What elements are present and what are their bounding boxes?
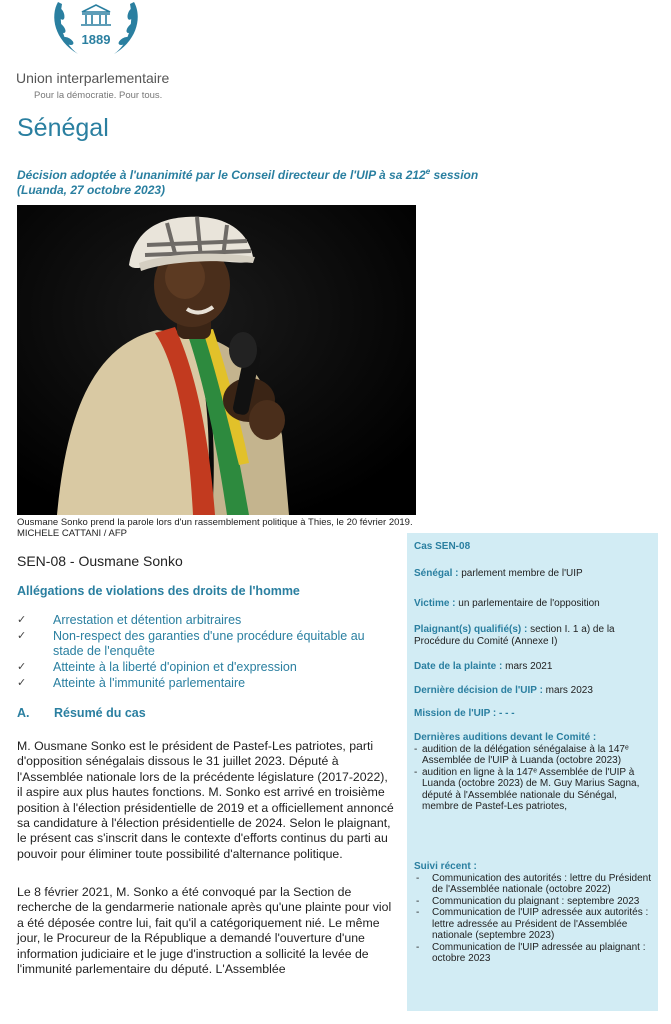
- sidebar-case-label: Cas SEN-08: [414, 541, 471, 552]
- decision-line1-before: Décision adoptée à l'unanimité par le Conseil directeur de l'UIP à sa 212: [17, 168, 426, 182]
- news-photo: [17, 205, 416, 515]
- followup-item: - Communication de l'UIP adressée aux autorités : lettre adressée au Président de l'Assemblée nationale (septembre 2023): [414, 907, 654, 942]
- allegation-item: [17, 629, 397, 659]
- followup-item: - Communication de l'UIP adressée au plaignant : octobre 2023: [414, 942, 654, 965]
- decision-sup: e: [425, 167, 431, 176]
- summary-paragraph: M. Ousmane Sonko est le président de Pastef-Les patriotes, parti d'opposition sénégalais dissous le 31 juillet 2023. Député à l'Assemblée nationale lors de la précédente législature (2017-2022), il aspire aux plus hautes fonctions. M. Sonko est arrivé en troisième position à l'élection présidentielle de 2019 et a officiellement annoncé sa candidature à l'élection présidentielle de 2024. Selon le plaignant, le présent cas s'inscrit dans le contexte d'efforts continus du parti au pouvoir pour éliminer toute possibilité d'alternance politique.: [17, 739, 394, 861]
- building-icon: [81, 5, 111, 25]
- sidebar-hearings-label: Dernières auditions devant le Comité :: [414, 732, 597, 743]
- allegation-text: Non-respect des garanties d'une procédure équitable au stade de l'enquête: [53, 629, 365, 658]
- decision-line1-after: session: [430, 168, 479, 182]
- photo-caption: Ousmane Sonko prend la parole lors d'un rassemblement politique à Thies, le 20 février 2019. MICHELE CATTANI / AFP: [17, 517, 413, 539]
- allegations-heading: Allégations de violations des droits de l'homme: [17, 584, 300, 598]
- case-title: SEN-08 - Ousmane Sonko: [17, 553, 183, 569]
- followup-item: - Communication du plaignant : septembre 2023: [414, 896, 654, 908]
- sidebar-complainants-value: section I. 1 a) de la Procédure du Comité (Annexe I): [414, 624, 615, 647]
- allegation-item: [17, 676, 397, 691]
- country-title: Sénégal: [17, 114, 109, 142]
- hearing-item: - audition en ligne à la 147ᵉ Assemblée de l'UIP à Luanda (octobre 2023) de M. Guy Marius Sagna, député à l'Assemblée nationale du Sénégal, membre de Pastef-Les patriotes,: [414, 767, 654, 813]
- allegation-item: [17, 613, 397, 628]
- sidebar-victim: [414, 598, 654, 610]
- followup-item: - Communication des autorités : lettre du Président de l'Assemblée nationale (octobre 2022): [414, 873, 654, 896]
- organization-tagline: Pour la démocratie. Pour tous.: [34, 90, 163, 101]
- sidebar-case: [414, 541, 654, 553]
- sidebar-followup-label: Suivi récent :: [414, 861, 477, 872]
- sidebar-complaint-date-value: mars 2021: [502, 661, 553, 672]
- sidebar-senegal: [414, 568, 654, 580]
- summary-paragraph: Le 8 février 2021, M. Sonko a été convoqué par la Section de recherche de la gendarmerie nationale après qu'une plainte pour viol a été déposée contre lui, fait qu'il a catégoriquement nié. Le même jour, le Procureur de la République a demandé l'ouverture d'une information judiciaire et le juge d'instruction a sollicité la levée de l'immunité parlementaire du député. L'Assemblée: [17, 885, 392, 977]
- summary-number: A.: [17, 706, 30, 720]
- allegation-text: Atteinte à l'immunité parlementaire: [53, 676, 246, 690]
- sidebar-complaint-date: [414, 661, 654, 673]
- decision-line2: (Luanda, 27 octobre 2023): [17, 183, 166, 197]
- sidebar-victim-label: Victime :: [414, 598, 456, 609]
- check-icon: ✓: [17, 661, 27, 673]
- followup-list: [414, 873, 654, 965]
- sidebar-complainants-label: Plaignant(s) qualifié(s) :: [414, 624, 528, 635]
- decision-subtitle: [17, 164, 537, 198]
- sidebar-complaint-date-label: Date de la plainte :: [414, 661, 503, 672]
- check-icon: ✓: [17, 630, 27, 642]
- logo-year: 1889: [81, 32, 111, 47]
- sidebar-last-decision-label: Dernière décision de l'UIP :: [414, 685, 543, 696]
- sidebar-hearings: [414, 732, 654, 813]
- sidebar-victim-value: un parlementaire de l'opposition: [455, 598, 600, 609]
- sidebar-senegal-label: Sénégal :: [414, 568, 459, 579]
- sidebar-senegal-value: parlement membre de l'UIP: [458, 568, 583, 579]
- sidebar-complainants: [414, 624, 654, 647]
- allegation-text: Arrestation et détention arbitraires: [53, 613, 242, 627]
- organization-name: Union interparlementaire: [16, 70, 170, 86]
- hearings-list: [414, 744, 654, 813]
- hearing-item: - audition de la délégation sénégalaise à la 147ᵉ Assemblée de l'UIP à Luanda (octobre 2023): [414, 744, 654, 767]
- summary-heading: [17, 706, 146, 720]
- check-icon: ✓: [17, 677, 27, 689]
- sidebar-mission: [414, 708, 654, 720]
- allegation-text: Atteinte à la liberté d'opinion et d'expression: [53, 660, 297, 674]
- allegation-item: [17, 660, 397, 675]
- check-icon: ✓: [17, 614, 27, 626]
- sidebar-last-decision-value: mars 2023: [542, 685, 593, 696]
- speaker-illustration: [17, 205, 416, 515]
- sidebar-mission-label: Mission de l'UIP : - - -: [414, 708, 515, 719]
- sidebar-followup: [414, 861, 654, 965]
- sidebar-last-decision: [414, 685, 654, 697]
- summary-title: Résumé du cas: [54, 706, 146, 720]
- ipu-logo: [48, 0, 144, 64]
